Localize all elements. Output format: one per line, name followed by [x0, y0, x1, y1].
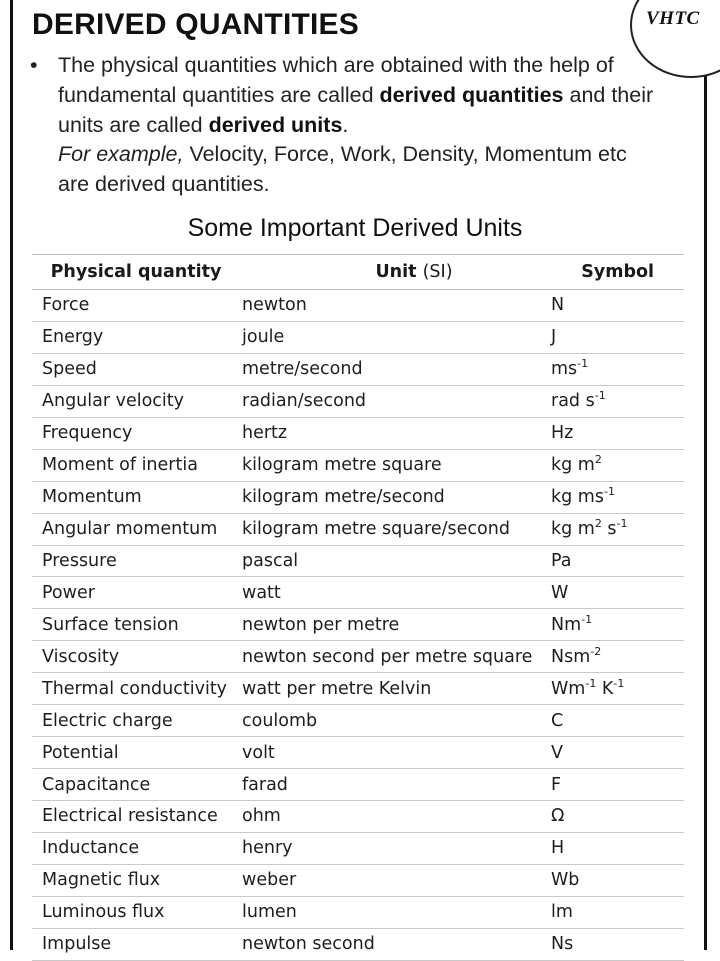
table-header-row: [32, 255, 684, 290]
symbol-base: Hz: [551, 423, 574, 444]
cell-unit: hertz: [240, 417, 548, 449]
table-row: [32, 609, 684, 641]
intro-line-text: .: [342, 112, 349, 137]
intro-text: [58, 51, 670, 200]
symbol-exponent: -1: [577, 357, 589, 371]
table-row: [32, 641, 684, 673]
table-row: [32, 769, 684, 801]
symbol-base: Wm: [551, 678, 586, 699]
table-row: [32, 385, 684, 417]
symbol-exponent: -1: [585, 676, 597, 690]
intro-line-text: Velocity, Force, Work, Density, Momentum etc: [183, 142, 627, 167]
cell-quantity: Inductance: [32, 832, 240, 864]
cell-quantity: Speed: [32, 353, 240, 385]
table-caption: Some Important Derived Units: [187, 214, 523, 242]
cell-quantity: Capacitance: [32, 769, 240, 801]
table-row: [32, 705, 684, 737]
cell-quantity: Magnetic flux: [32, 864, 240, 896]
cell-quantity: Electric charge: [32, 705, 240, 737]
symbol-base: Ns: [551, 934, 574, 955]
cell-unit: pascal: [240, 545, 548, 577]
cell-quantity: Angular momentum: [32, 513, 240, 545]
cell-unit: watt: [240, 577, 548, 609]
symbol-base: kg m: [551, 519, 595, 540]
cell-quantity: Impulse: [32, 928, 240, 960]
cell-symbol: [548, 290, 684, 322]
symbol-base: F: [551, 774, 562, 795]
cell-unit: joule: [240, 321, 548, 353]
cell-symbol: [548, 385, 684, 417]
symbol-base: kg ms: [551, 487, 604, 508]
table-row: [32, 545, 684, 577]
intro-line: [58, 51, 670, 81]
cell-symbol: [548, 801, 684, 833]
cell-unit: newton per metre: [240, 609, 548, 641]
cell-unit: radian/second: [240, 385, 548, 417]
table-row: [32, 801, 684, 833]
intro-line: [58, 111, 670, 141]
header-physical-quantity: Physical quantity: [32, 255, 240, 290]
symbol-base: C: [551, 710, 564, 731]
cell-symbol: [548, 353, 684, 385]
intro-line: [58, 170, 670, 200]
cell-unit: watt per metre Kelvin: [240, 673, 548, 705]
cell-symbol: [548, 641, 684, 673]
intro-line-text: units are called: [58, 112, 209, 137]
symbol-base: Nsm: [551, 646, 591, 667]
table-row: [32, 737, 684, 769]
cell-symbol: [548, 481, 684, 513]
cell-symbol: [548, 864, 684, 896]
cell-quantity: Power: [32, 577, 240, 609]
intro-line-text: fundamental quantities are called: [58, 82, 380, 107]
symbol-exponent: -2: [590, 644, 602, 658]
derived-units-table: [32, 254, 684, 961]
cell-symbol: [548, 417, 684, 449]
cell-quantity: Energy: [32, 321, 240, 353]
cell-quantity: Surface tension: [32, 609, 240, 641]
cell-symbol: [548, 896, 684, 928]
cell-unit: coulomb: [240, 705, 548, 737]
symbol-exponent: -1: [616, 517, 628, 531]
table-row: [32, 449, 684, 481]
badge-label: VHTC: [646, 8, 700, 29]
symbol-base: H: [551, 838, 565, 859]
table-row: [32, 928, 684, 960]
intro-line-text: and their: [563, 82, 654, 107]
cell-symbol: [548, 449, 684, 481]
cell-quantity: Moment of inertia: [32, 449, 240, 481]
cell-unit: weber: [240, 864, 548, 896]
intro-paragraph: [30, 51, 670, 200]
cell-symbol: [548, 545, 684, 577]
intro-line-text: are derived quantities.: [58, 172, 270, 197]
table-row: [32, 290, 684, 322]
cell-symbol: [548, 673, 684, 705]
symbol-base: Nm: [551, 614, 582, 635]
symbol-exponent: 2: [594, 453, 602, 467]
cell-symbol: [548, 609, 684, 641]
intro-line: [58, 81, 670, 111]
cell-unit: kilogram metre square/second: [240, 513, 548, 545]
cell-quantity: Luminous flux: [32, 896, 240, 928]
symbol-exponent: -1: [603, 485, 615, 499]
term-derived-units: derived units: [208, 112, 343, 137]
bullet-icon: •: [30, 53, 38, 77]
cell-symbol: [548, 928, 684, 960]
table-row: [32, 353, 684, 385]
cell-unit: henry: [240, 832, 548, 864]
symbol-base: J: [551, 327, 557, 348]
cell-quantity: Momentum: [32, 481, 240, 513]
cell-symbol: [548, 737, 684, 769]
cell-quantity: Angular velocity: [32, 385, 240, 417]
table-row: [32, 577, 684, 609]
symbol-base: Ω: [551, 806, 565, 827]
cell-unit: metre/second: [240, 353, 548, 385]
symbol-base: Pa: [551, 550, 572, 571]
cell-quantity: Thermal conductivity: [32, 673, 240, 705]
cell-symbol: [548, 832, 684, 864]
table-row: [32, 417, 684, 449]
table-row: [32, 864, 684, 896]
table-row: [32, 673, 684, 705]
cell-unit: newton second: [240, 928, 548, 960]
symbol-exponent: -1: [613, 676, 625, 690]
cell-quantity: Frequency: [32, 417, 240, 449]
cell-quantity: Force: [32, 290, 240, 322]
symbol-base: kg m: [551, 455, 595, 476]
term-derived-quantities: derived quantities: [379, 82, 564, 107]
page-title: DERIVED QUANTITIES: [32, 8, 359, 41]
cell-unit: farad: [240, 769, 548, 801]
symbol-base: N: [551, 295, 565, 316]
table-body: [32, 290, 684, 961]
symbol-base: rad s: [551, 391, 595, 412]
table-row: [32, 832, 684, 864]
cell-unit: kilogram metre square: [240, 449, 548, 481]
table-row: [32, 481, 684, 513]
table-row: [32, 896, 684, 928]
cell-symbol: [548, 321, 684, 353]
symbol-base: W: [551, 582, 569, 603]
cell-unit: lumen: [240, 896, 548, 928]
cell-unit: ohm: [240, 801, 548, 833]
symbol-base: lm: [551, 902, 573, 923]
cell-quantity: Viscosity: [32, 641, 240, 673]
cell-quantity: Electrical resistance: [32, 801, 240, 833]
table-row: [32, 513, 684, 545]
cell-symbol: [548, 513, 684, 545]
cell-symbol: [548, 769, 684, 801]
symbol-base: ms: [551, 359, 578, 380]
header-unit: [240, 255, 548, 290]
for-example-label: For example,: [58, 142, 184, 167]
symbol-exponent: -1: [594, 389, 606, 403]
header-unit-label: Unit: [375, 262, 417, 282]
cell-unit: newton: [240, 290, 548, 322]
header-unit-si: (SI): [422, 262, 453, 282]
symbol-base: s: [601, 519, 617, 540]
symbol-exponent: 2: [594, 517, 602, 531]
cell-unit: volt: [240, 737, 548, 769]
cell-unit: kilogram metre/second: [240, 481, 548, 513]
symbol-base: Wb: [551, 870, 580, 891]
symbol-base: K: [596, 678, 614, 699]
header-symbol: Symbol: [548, 255, 684, 290]
cell-symbol: [548, 705, 684, 737]
symbol-exponent: -1: [581, 612, 593, 626]
cell-quantity: Potential: [32, 737, 240, 769]
cell-unit: newton second per metre square: [240, 641, 548, 673]
cell-symbol: [548, 577, 684, 609]
intro-line: [58, 140, 670, 170]
table-row: [32, 321, 684, 353]
symbol-base: V: [551, 742, 563, 763]
cell-quantity: Pressure: [32, 545, 240, 577]
intro-line-text: The physical quantities which are obtained with the help of: [58, 53, 614, 77]
